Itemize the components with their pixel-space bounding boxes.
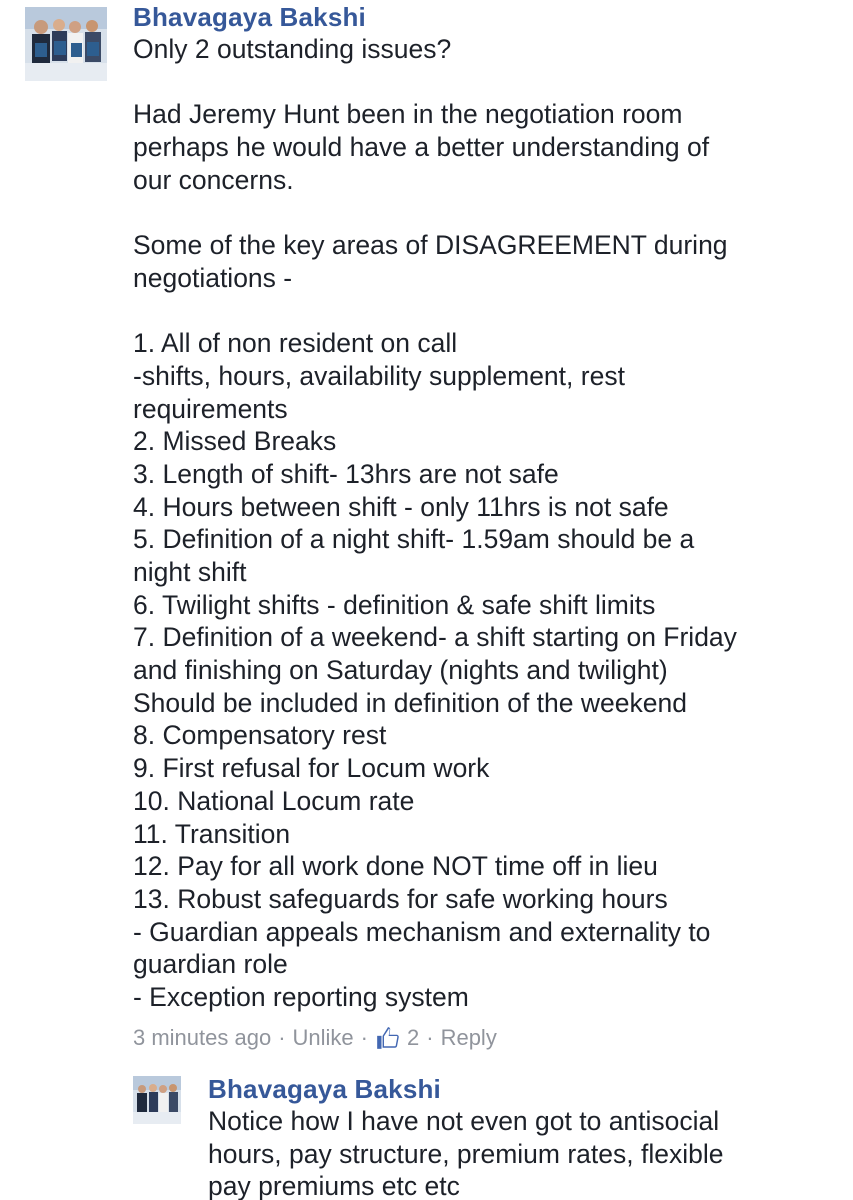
text-line: 12. Pay for all work done NOT time off in lieu [133,851,658,882]
comment-body [133,33,838,1014]
reply-author-link[interactable]: Bhavagaya Bakshi [208,1074,441,1104]
text-line: 2. Missed Breaks [133,426,337,457]
text-line: 10. National Locum rate [133,785,415,816]
text-line: night shift [133,557,247,587]
text-line: 7. Definition of a weekend- a shift starting on Friday [133,622,737,653]
text-line: 1. All of non resident on call [133,328,458,359]
blank-line [133,66,838,99]
like-count[interactable]: 2 [407,1025,420,1050]
text-line: hours, pay structure, premium rates, flexible [208,1138,724,1169]
profile-photo-icon [133,1076,181,1124]
text-line: 3. Length of shift- 13hrs are not safe [133,458,559,489]
unlike-button[interactable]: Unlike [292,1025,354,1050]
text-line: Some of the key areas of DISAGREEMENT during [133,230,728,261]
reply-button[interactable]: Reply [440,1025,497,1050]
text-line: 6. Twilight shifts - definition & safe shift limits [133,589,656,620]
text-line: Should be included in definition of the weekend [133,687,687,718]
meta-separator: · [360,1025,368,1050]
blank-line [133,196,838,229]
text-line: 11. Transition [133,818,291,849]
text-line: Notice how I have not even got to antisocial [208,1106,720,1136]
text-line: Only 2 outstanding issues? [133,34,452,64]
text-line: 8. Compensatory rest [133,720,387,751]
text-line: guardian role [133,949,288,980]
thumbs-up-icon[interactable] [375,1025,401,1051]
blank-line [133,295,838,328]
text-line: requirements [133,393,288,424]
text-line: pay premiums etc etc [208,1171,460,1200]
text-line: perhaps he would have a better understanding of [133,132,710,163]
meta-separator: · [426,1025,434,1050]
avatar[interactable] [25,7,107,81]
profile-photo-icon [25,7,107,81]
comment-meta [133,1025,497,1051]
text-line: our concerns. [133,164,294,195]
timestamp[interactable]: 3 minutes ago [133,1025,272,1050]
text-line: -shifts, hours, availability supplement, rest [133,360,625,391]
text-line: 5. Definition of a night shift- 1.59am should be a [133,524,695,555]
meta-separator: · [278,1025,286,1050]
text-line: and finishing on Saturday (nights and twilight) [133,655,668,686]
reply-avatar[interactable] [133,1076,181,1124]
text-line: - Exception reporting system [133,981,469,1012]
text-line: 13. Robust safeguards for safe working hours [133,883,668,914]
comment-author-link[interactable]: Bhavagaya Bakshi [133,2,366,32]
text-line: 9. First refusal for Locum work [133,753,490,784]
reply-body [208,1105,838,1200]
text-line: 4. Hours between shift - only 11hrs is not safe [133,491,669,522]
text-line: - Guardian appeals mechanism and externality to [133,916,711,947]
text-line: Had Jeremy Hunt been in the negotiation room [133,99,683,130]
text-line: negotiations - [133,262,293,293]
